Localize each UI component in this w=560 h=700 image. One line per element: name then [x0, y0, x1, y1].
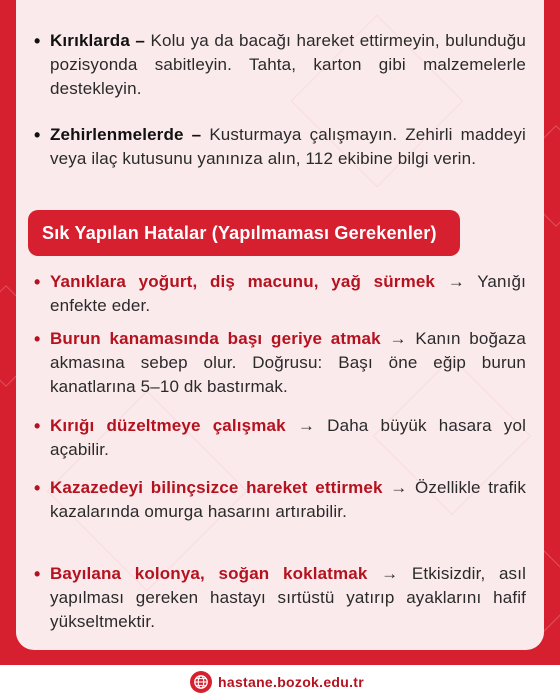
item-text: Kusturmaya çalışmayın. Zehirli maddeyi veya ilaç kutusunu yanınıza alın, 112 ekibine bilgi verin. — [50, 125, 526, 168]
mistake-title: Bayılana kolonya, soğan koklatmak — [50, 564, 368, 583]
mistake-title: Burun kanamasında başı geriye atmak — [50, 329, 381, 348]
item-title: Zehirlenmelerde – — [50, 125, 202, 144]
footer-website-link[interactable] — [190, 669, 370, 695]
mistake-item — [34, 414, 526, 462]
mistake-text: Kanın boğaza akmasına sebep olur. Doğrusu: Başı öne eğip burun kanatlarına 5–10 dk bastırmak. — [50, 329, 526, 396]
item-title: Kırıklarda – — [50, 31, 146, 50]
arrow-icon: → — [435, 272, 478, 291]
arrow-icon: → — [380, 329, 416, 348]
mistake-text: Etkisizdir, asıl yapılması gereken hastayı sırtüstü yatırıp ayaklarını hafif yükseltmektir. — [50, 564, 527, 631]
item-text: Kolu ya da bacağı hareket ettirmeyin, bulunduğu pozisyonda sabitleyin. Tahta, karton gibi malzemelerle destekleyin. — [50, 31, 526, 98]
section-heading: Sık Yapılan Hatalar (Yapılmaması Gerekenler) — [28, 210, 460, 256]
mistake-text: Yanığı enfekte eder. — [50, 272, 526, 315]
mistake-item — [34, 476, 527, 524]
bullet-icon: • — [34, 31, 41, 51]
content-card — [16, 0, 544, 650]
mistake-title: Yanıklara yoğurt, diş macunu, yağ sürmek — [50, 272, 436, 291]
mistake-title: Kırığı düzeltmeye çalışmak — [50, 416, 286, 435]
mistake-item — [34, 562, 527, 634]
bullet-icon: • — [34, 272, 41, 292]
mistake-text: Özellikle trafik kazalarında omurga hasarını artırabilir. — [50, 478, 527, 521]
bullet-icon: • — [34, 564, 41, 584]
mistake-text: Daha büyük hasara yol açabilir. — [50, 416, 526, 459]
arrow-icon: → — [367, 564, 412, 583]
list-item — [34, 29, 526, 101]
bullet-icon: • — [34, 125, 41, 145]
website-text[interactable]: hastane.bozok.edu.tr — [218, 674, 365, 690]
arrow-icon: → — [382, 478, 416, 497]
bullet-icon: • — [34, 478, 41, 498]
globe-icon — [190, 671, 212, 693]
bullet-icon: • — [34, 416, 41, 436]
list-item — [34, 123, 526, 171]
mistake-title: Kazazedeyi bilinçsizce hareket ettirmek — [50, 478, 383, 497]
arrow-icon: → — [285, 416, 328, 435]
mistake-item — [34, 270, 526, 318]
mistake-item — [34, 327, 526, 399]
bullet-icon: • — [34, 329, 41, 349]
